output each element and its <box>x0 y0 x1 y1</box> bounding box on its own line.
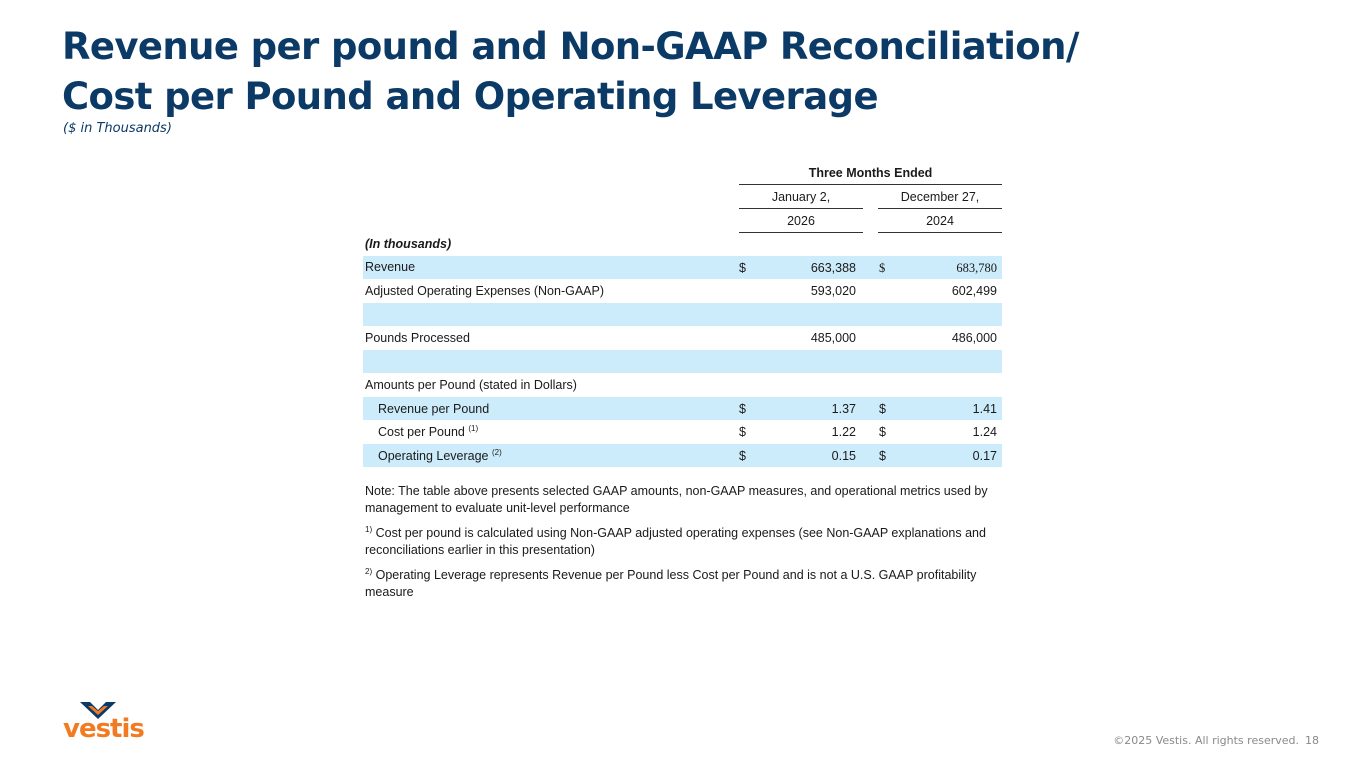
row-label: Amounts per Pound (stated in Dollars) <box>365 378 577 392</box>
notes <box>363 483 1002 601</box>
row-label-text: Operating Leverage <box>378 448 489 463</box>
value-col2: 1.24 <box>972 425 997 439</box>
table-row-pounds <box>363 326 1002 350</box>
currency-symbol: $ <box>879 401 886 416</box>
footnote-ref: (2) <box>491 447 502 457</box>
vestis-logo <box>63 700 145 750</box>
table-row-revenue-per-pound <box>363 397 1002 421</box>
value-col2: 486,000 <box>951 331 997 345</box>
col2-header: December 27, <box>878 190 1002 209</box>
table-row-spacer <box>363 350 1002 374</box>
col1-header: January 2, <box>739 190 863 209</box>
value-col1: 1.37 <box>831 401 856 416</box>
currency-symbol: $ <box>879 260 886 275</box>
value-col1: 0.15 <box>831 448 856 463</box>
note-1-text: Cost per pound is calculated using Non-GAAP adjusted operating expenses (see Non-GAAP explanations and reconciliations earlier in this presentation) <box>365 526 986 557</box>
currency-symbol: $ <box>879 425 886 439</box>
subtitle: ($ in Thousands) <box>63 121 172 136</box>
currency-symbol: $ <box>739 448 746 463</box>
value-col1: 485,000 <box>810 331 856 345</box>
value-col2: 1.41 <box>972 401 997 416</box>
table-row-amounts-header <box>363 373 1002 397</box>
value-col2: 683,780 <box>956 260 997 275</box>
title-line-2: Cost per Pound and Operating Leverage <box>62 75 878 118</box>
footer <box>1113 734 1319 747</box>
table-row-cost-per-pound <box>363 420 1002 444</box>
currency-symbol: $ <box>739 260 746 275</box>
row-label <box>378 449 502 463</box>
page-title <box>62 22 1079 122</box>
table-row-operating-leverage <box>363 444 1002 468</box>
logo-wordmark: vestis <box>63 714 144 744</box>
row-label-text: Cost per Pound <box>378 425 465 439</box>
page-number: 18 <box>1305 734 1319 747</box>
row-label: Pounds Processed <box>365 331 470 345</box>
note-main: Note: The table above presents selected GAAP amounts, non-GAAP measures, and operational metrics used by management to evaluate unit-level performance <box>365 484 988 515</box>
col2-year: 2024 <box>878 214 1002 233</box>
value-col2: 602,499 <box>951 284 997 298</box>
note-2 <box>365 567 1002 601</box>
row-label <box>378 425 478 439</box>
value-col1: 1.22 <box>831 425 856 439</box>
value-col2: 0.17 <box>972 448 997 463</box>
section-label-row <box>363 232 1002 256</box>
currency-symbol: $ <box>879 448 886 463</box>
value-col1: 663,388 <box>810 260 856 275</box>
section-label: (In thousands) <box>365 237 452 251</box>
col1-year: 2026 <box>739 214 863 233</box>
note-1 <box>365 525 1002 559</box>
copyright: ©2025 Vestis. All rights reserved. <box>1113 734 1299 747</box>
value-col1: 593,020 <box>810 284 856 298</box>
row-label: Revenue per Pound <box>378 401 490 416</box>
currency-symbol: $ <box>739 425 746 439</box>
footnote-marker: 2) <box>365 567 373 576</box>
footnote-marker: 1) <box>365 525 373 534</box>
table-header <box>363 160 1002 232</box>
table-row-revenue <box>363 256 1002 280</box>
table-row-adjusted-opex <box>363 279 1002 303</box>
currency-symbol: $ <box>739 401 746 416</box>
row-label: Revenue <box>365 259 416 274</box>
table-row-spacer <box>363 303 1002 327</box>
title-line-1: Revenue per pound and Non-GAAP Reconciliation/ <box>62 25 1079 68</box>
row-label: Adjusted Operating Expenses (Non-GAAP) <box>365 284 605 298</box>
reconciliation-table <box>363 160 1002 609</box>
note-2-text: Operating Leverage represents Revenue per Pound less Cost per Pound and is not a U.S. GAAP profitability measure <box>365 568 977 599</box>
group-header: Three Months Ended <box>739 166 1002 185</box>
footnote-ref: (1) <box>468 424 479 433</box>
